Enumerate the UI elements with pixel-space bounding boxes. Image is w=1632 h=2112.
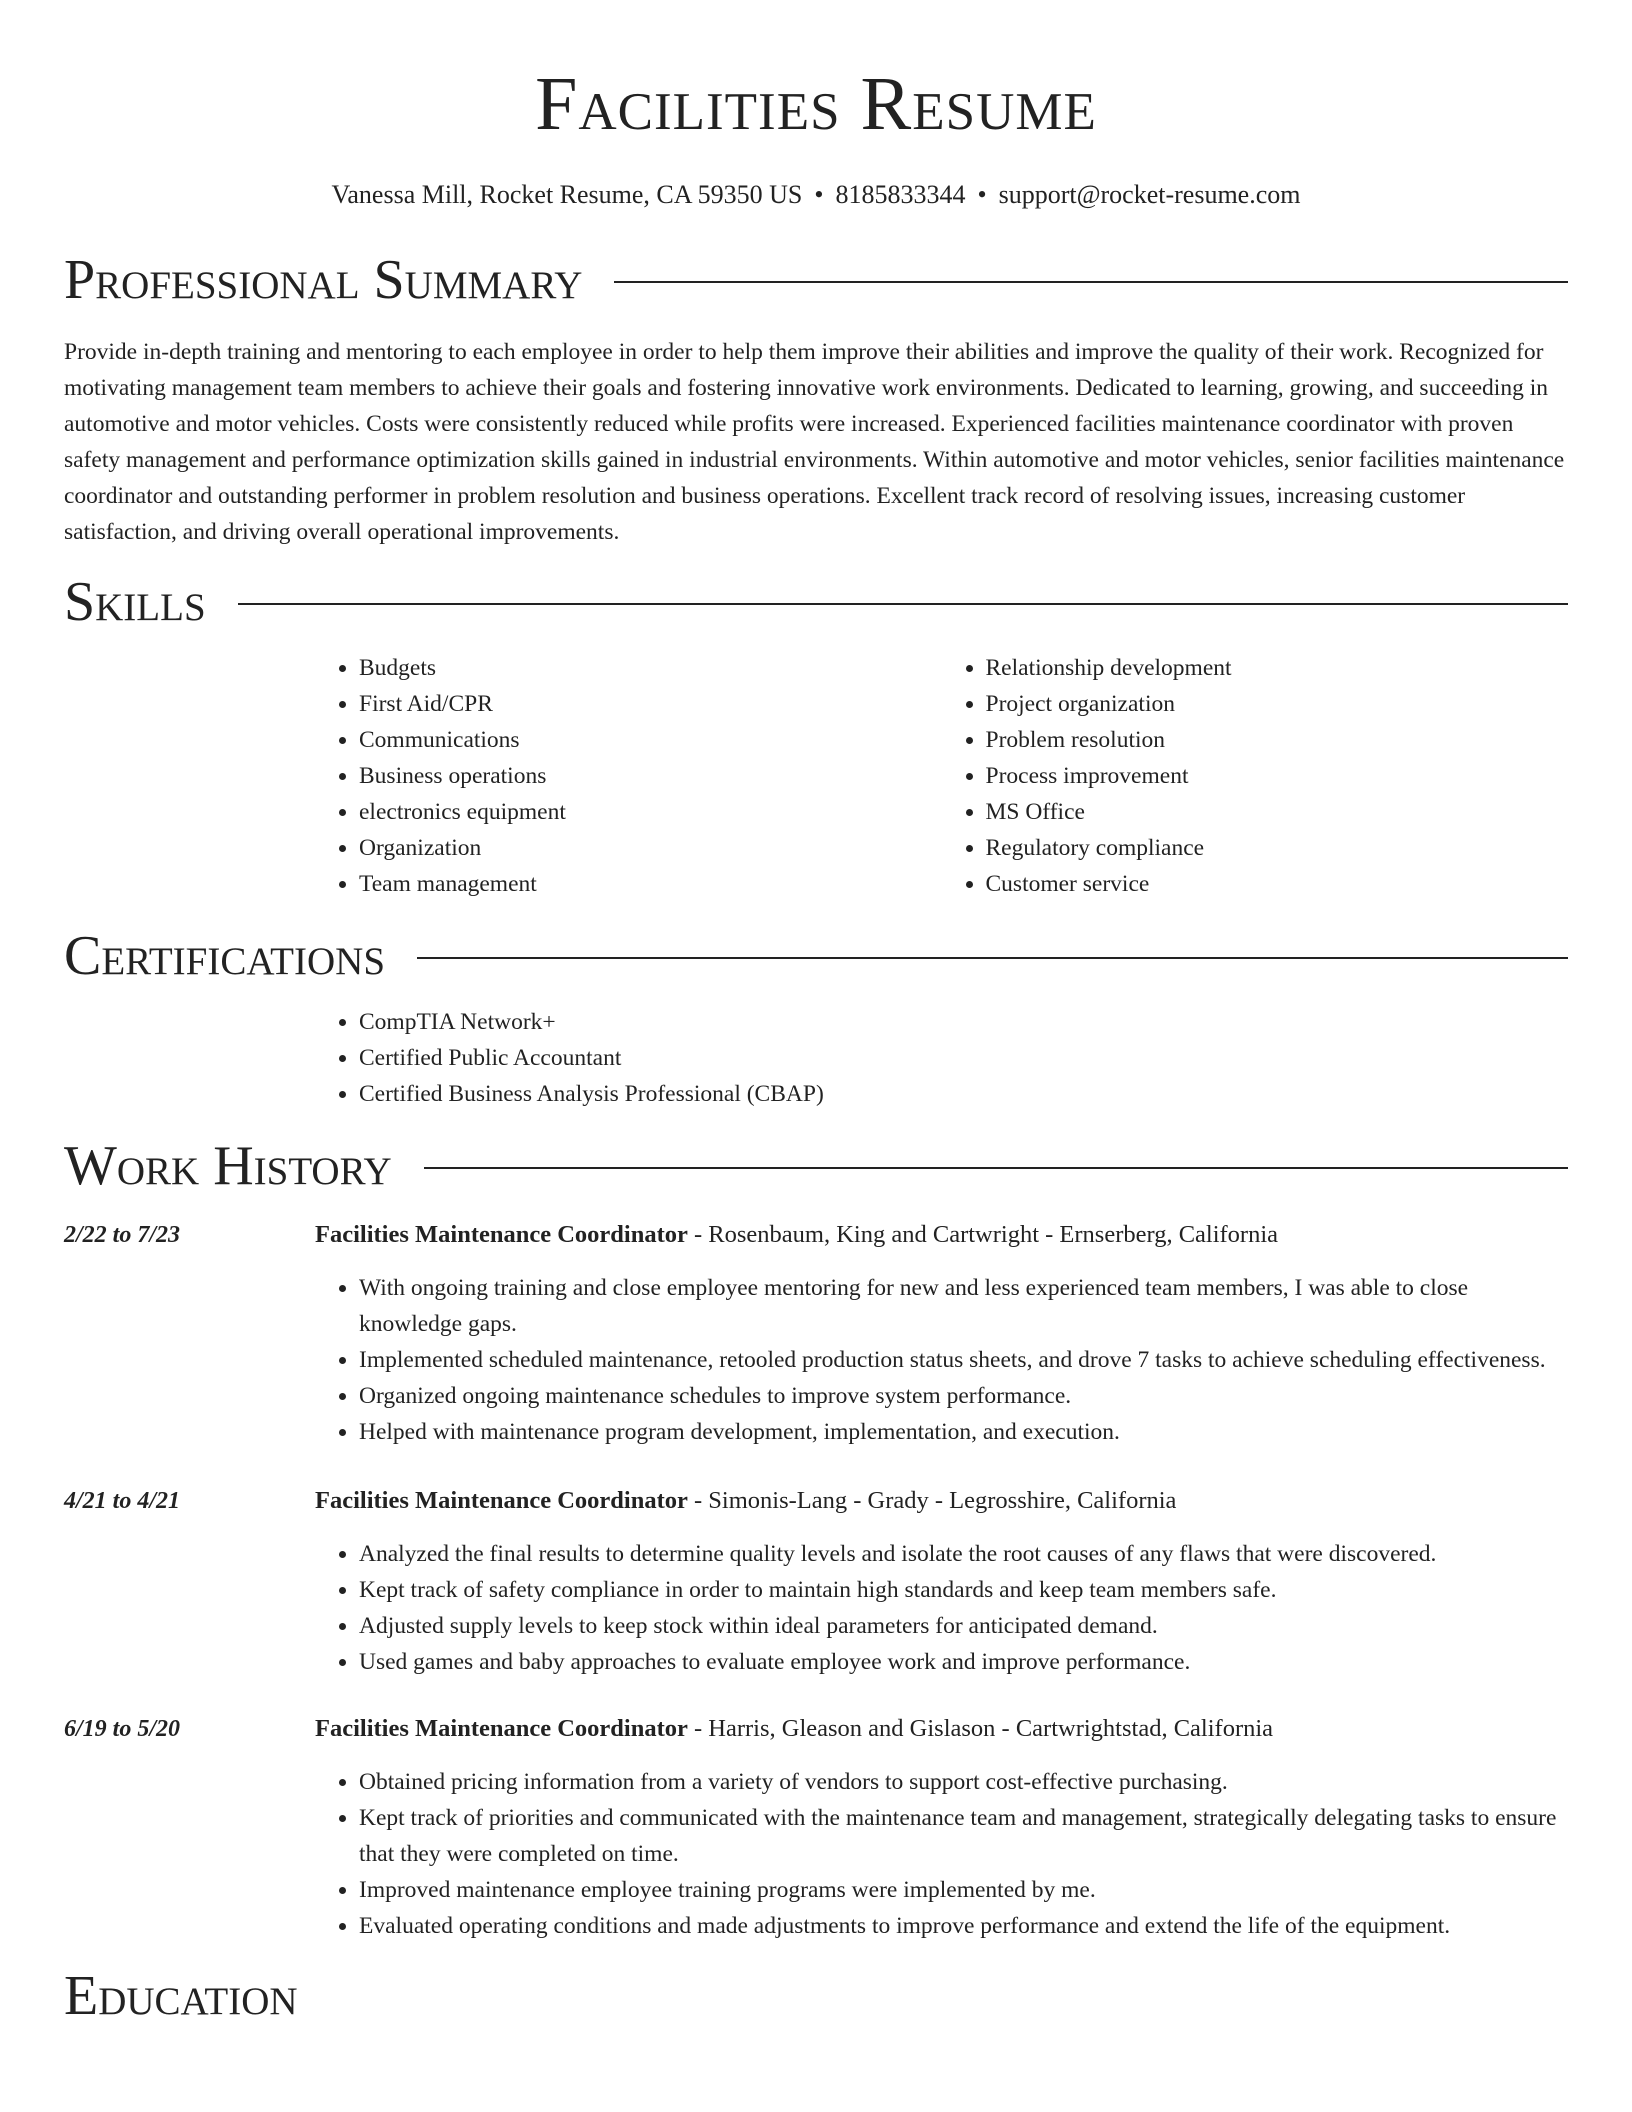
skill-item: • Business operations — [359, 758, 942, 794]
contact-line — [64, 178, 1568, 212]
section-divider — [417, 957, 1568, 959]
section-heading: Skills — [64, 571, 206, 633]
skills-section-header — [64, 570, 1568, 634]
section-heading: Certifications — [64, 925, 386, 987]
job-title: Facilities Maintenance Coordinator — [315, 1715, 688, 1742]
skill-item: • Relationship development — [986, 650, 1569, 686]
section-divider — [614, 281, 1568, 283]
job-title-line — [315, 1218, 1568, 1252]
job-title: Facilities Maintenance Coordinator — [315, 1221, 688, 1248]
job-bullet: • Organized ongoing maintenance schedules to improve system performance. — [359, 1378, 1568, 1414]
job-bullet: • Analyzed the final results to determine quality levels and isolate the root causes of any flaws that were discovered. — [359, 1536, 1568, 1572]
resume-title: Facilities Resume — [535, 62, 1097, 146]
job-bullets — [315, 1764, 1568, 1944]
job-body — [315, 1712, 1568, 1944]
job-entry — [64, 1218, 1568, 1450]
skill-item: • electronics equipment — [359, 794, 942, 830]
skill-item: • Problem resolution — [986, 722, 1569, 758]
certifications-items — [315, 1004, 1568, 1112]
education-section-header — [64, 1964, 1568, 2028]
section-heading: Work History — [64, 1135, 392, 1197]
job-employer-location: - Rosenbaum, King and Cartwright - Ernserberg, California — [687, 1221, 1279, 1248]
job-title-line — [315, 1484, 1568, 1518]
job-bullet: • Obtained pricing information from a variety of vendors to support cost-effective purchasing. — [359, 1764, 1568, 1800]
summary-section-header — [64, 248, 1568, 312]
job-bullet: • Kept track of safety compliance in order to maintain high standards and keep team members safe. — [359, 1572, 1568, 1608]
job-title: Facilities Maintenance Coordinator — [315, 1487, 688, 1514]
skill-item: • Budgets — [359, 650, 942, 686]
job-dates: 2/22 to 7/23 — [64, 1222, 181, 1248]
skill-item: • First Aid/CPR — [359, 686, 942, 722]
job-bullet: • Used games and baby approaches to evaluate employee work and improve performance. — [359, 1644, 1568, 1680]
skills-column-right — [942, 650, 1569, 902]
skill-item: • Regulatory compliance — [986, 830, 1569, 866]
job-employer-location: - Harris, Gleason and Gislason - Cartwrightstad, California — [687, 1715, 1274, 1742]
summary-text: Provide in-depth training and mentoring to each employee in order to help them improve their abilities and improve the quality of their work. Recognized for motivating management team members to achieve their goals and fostering innovative work environments. Dedicated to learning, growing, and succeeding in automotive and motor vehicles. Costs were consistently reduced while profits were increased. Experienced facilities maintenance coordinator with proven safety management and performance optimization skills gained in industrial environments. Within automotive and motor vehicles, senior facilities maintenance coordinator and outstanding performer in problem resolution and business operations. Excellent track record of resolving issues, increasing customer satisfaction, and driving overall operational improvements. — [64, 339, 1565, 545]
skill-item: • Team management — [359, 866, 942, 902]
contact-email: support@rocket-resume.com — [998, 180, 1301, 209]
job-entry — [64, 1712, 1568, 1944]
job-header — [64, 1218, 1568, 1450]
job-dates: 6/19 to 5/20 — [64, 1716, 181, 1742]
skill-item: • Communications — [359, 722, 942, 758]
work-history-list — [64, 1218, 1568, 1944]
job-bullets — [315, 1270, 1568, 1450]
certification-item: • Certified Public Accountant — [359, 1040, 1568, 1076]
job-bullet: • Adjusted supply levels to keep stock within ideal parameters for anticipated demand. — [359, 1608, 1568, 1644]
section-divider — [424, 1167, 1568, 1169]
bullet-separator: • — [977, 180, 987, 209]
job-bullet: • Evaluated operating conditions and made adjustments to improve performance and extend the life of the equipment. — [359, 1908, 1568, 1944]
section-heading: Professional Summary — [64, 249, 583, 311]
job-bullet: • Kept track of priorities and communicated with the maintenance team and management, strategically delegating tasks to ensure that they were completed on time. — [359, 1800, 1568, 1872]
certifications-list — [315, 1004, 1568, 1112]
job-bullet: • With ongoing training and close employee mentoring for new and less experienced team members, I was able to close knowledge gaps. — [359, 1270, 1568, 1342]
skill-item: • Customer service — [986, 866, 1569, 902]
contact-address: Vanessa Mill, Rocket Resume, CA 59350 US — [331, 180, 803, 209]
bullet-separator: • — [814, 180, 824, 209]
certifications-section-header — [64, 924, 1568, 988]
skill-item: • Project organization — [986, 686, 1569, 722]
job-employer-location: - Simonis-Lang - Grady - Legrosshire, California — [687, 1487, 1177, 1514]
job-title-line — [315, 1712, 1568, 1746]
certification-item: • Certified Business Analysis Professional (CBAP) — [359, 1076, 1568, 1112]
certification-item: • CompTIA Network+ — [359, 1004, 1568, 1040]
skill-item: • MS Office — [986, 794, 1569, 830]
section-divider — [238, 603, 1568, 605]
job-dates: 4/21 to 4/21 — [64, 1488, 181, 1514]
job-bullets — [315, 1536, 1568, 1680]
job-bullet: • Helped with maintenance program development, implementation, and execution. — [359, 1414, 1568, 1450]
job-header — [64, 1712, 1568, 1944]
skills-column-left — [315, 650, 942, 902]
skill-item: • Organization — [359, 830, 942, 866]
skills-list — [315, 650, 1568, 902]
job-body — [315, 1218, 1568, 1450]
contact-phone: 8185833344 — [835, 180, 966, 209]
job-bullet: • Improved maintenance employee training programs were implemented by me. — [359, 1872, 1568, 1908]
job-header — [64, 1484, 1568, 1680]
job-body — [315, 1484, 1568, 1680]
job-bullet: • Implemented scheduled maintenance, retooled production status sheets, and drove 7 tasks to achieve scheduling effectiveness. — [359, 1342, 1568, 1378]
section-heading: Education — [64, 1965, 298, 2027]
job-entry — [64, 1484, 1568, 1680]
work-history-section-header — [64, 1134, 1568, 1198]
skill-item: • Process improvement — [986, 758, 1569, 794]
